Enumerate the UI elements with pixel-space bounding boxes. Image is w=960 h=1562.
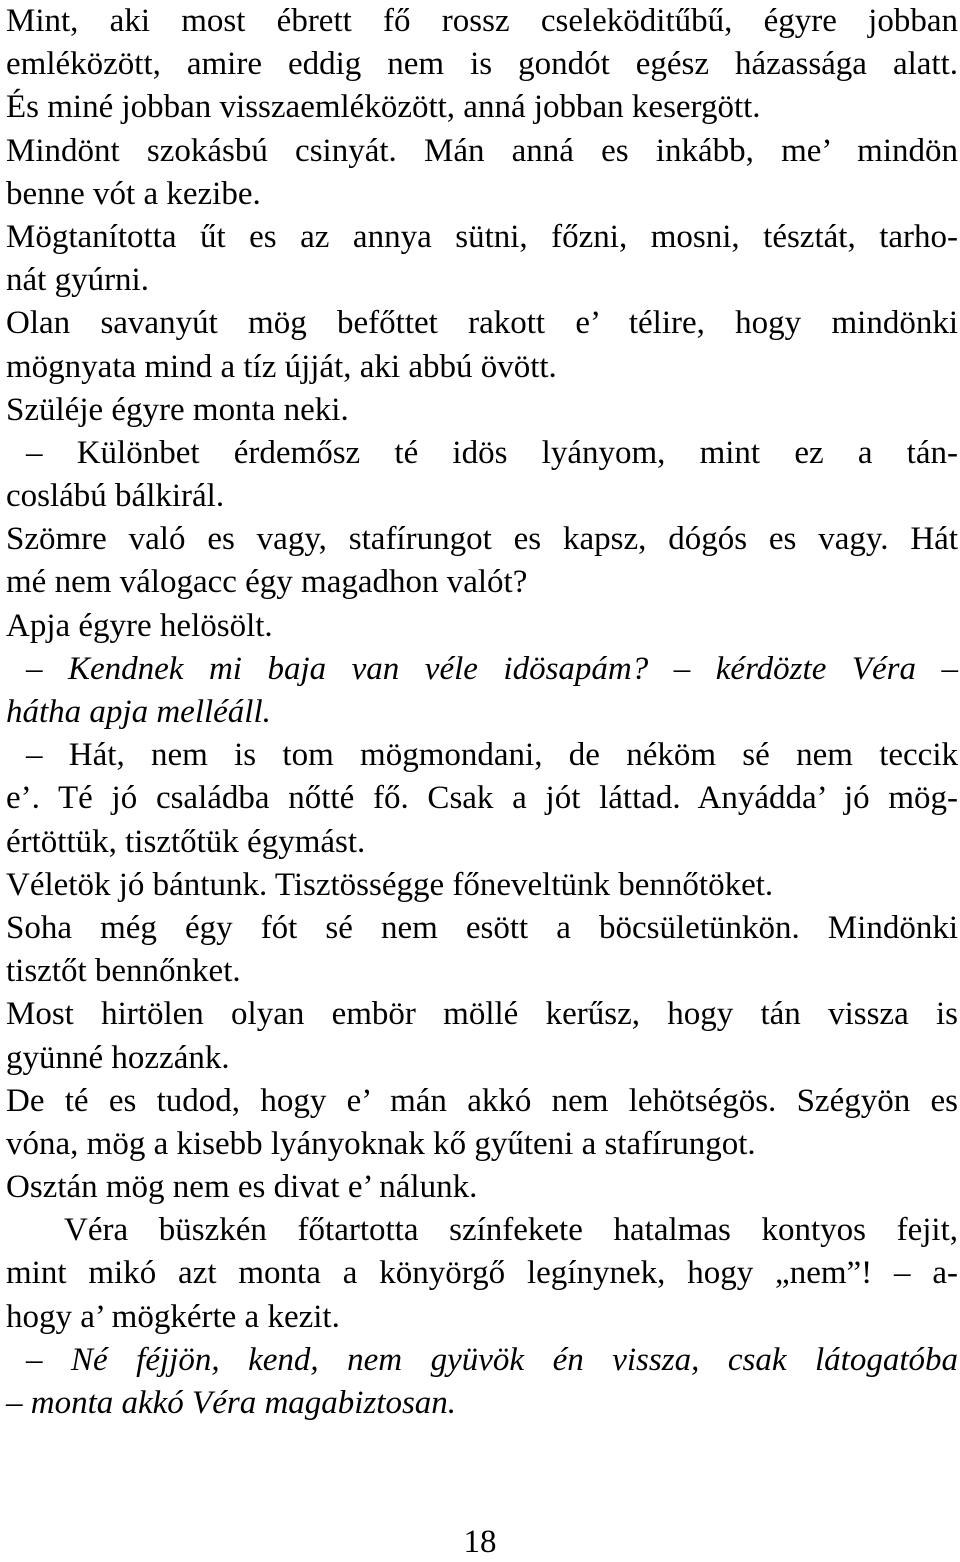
text-line: e’. Té jó családba nőtté fő. Csak a jót láttad. Anyádda’ jó mög-: [6, 780, 958, 817]
dialogue-line: – Né féjjön, kend, nem gyüvök én vissza, csak látogatóba: [26, 1341, 958, 1378]
dialogue-line: – Különbet érdemősz té idös lyányom, mint ez a tán-: [26, 434, 958, 471]
text-line: De té es tudod, hogy e’ mán akkó nem lehötségös. Szégyön es: [6, 1082, 958, 1119]
text-line: coslábú bálkirál.: [6, 478, 225, 515]
text-line: mint mikó azt monta a könyörgő legínynek, hogy „nem”! – a-: [6, 1255, 958, 1292]
text-line: Mint, aki most ébrett fő rossz cseleköditűbű, égyre jobban: [6, 3, 958, 39]
text-line: Szüléje égyre monta neki.: [6, 391, 349, 428]
text-line: mögnyata mind a tíz újját, aki abbú övött.: [6, 348, 557, 385]
document-page: [6, 0, 958, 1425]
text-line: hogy a’ mögkérte a kezit.: [6, 1298, 340, 1335]
dialogue-line: – Kendnek mi baja van véle idösapám? – kérdözte Véra –: [26, 650, 958, 687]
text-line: gyünné hozzánk.: [6, 1039, 230, 1076]
text-line: értöttük, tisztőtük égymást.: [6, 823, 366, 860]
text-line: Véletök jó bántunk. Tisztösségge főneveltünk bennőtöket.: [6, 866, 774, 903]
text-line: Véra büszkén főtartotta színfekete hatalmas kontyos fejit,: [64, 1212, 958, 1249]
text-line: Mindönt szokásbú csinyát. Mán anná es inkább, me’ mindön: [6, 132, 958, 169]
text-line: Osztán mög nem es divat e’ nálunk.: [6, 1169, 478, 1206]
text-line: Soha még égy fót sé nem esött a böcsületünkön. Mindönki: [6, 909, 958, 946]
text-line: nát gyúrni.: [6, 262, 149, 299]
text-line: Szömre való es vagy, stafírungot es kapsz, dógós es vagy. Hát: [6, 521, 958, 558]
text-line: És miné jobban visszaemléközött, anná jobban kesergött.: [6, 89, 761, 126]
page-number: 18: [463, 1524, 497, 1560]
text-line: Apja égyre helösölt.: [6, 607, 273, 644]
dialogue-line: – Hát, nem is tom mögmondani, de néköm sé nem teccik: [26, 737, 958, 774]
text-line: Mögtanította űt es az annya sütni, főzni, mosni, tésztát, tarho-: [6, 218, 958, 255]
text-line: Most hirtölen olyan embör möllé kerűsz, hogy tán vissza is: [6, 996, 958, 1033]
text-line: tisztőt bennőnket.: [6, 953, 241, 990]
text-line: vóna, mög a kisebb lyányoknak kő gyűteni a stafírungot.: [6, 1125, 756, 1162]
text-line: mé nem válogacc égy magadhon valót?: [6, 564, 528, 601]
text-line: benne vót a kezibe.: [6, 175, 261, 212]
text-line: hátha apja melléáll.: [6, 694, 271, 730]
text-line: Olan savanyút mög befőttet rakott e’ télire, hogy mindönki: [6, 305, 958, 342]
text-line: emléközött, amire eddig nem is gondót egész házassága alatt.: [6, 46, 958, 83]
text-line: – monta akkó Véra magabiztosan.: [6, 1385, 457, 1421]
